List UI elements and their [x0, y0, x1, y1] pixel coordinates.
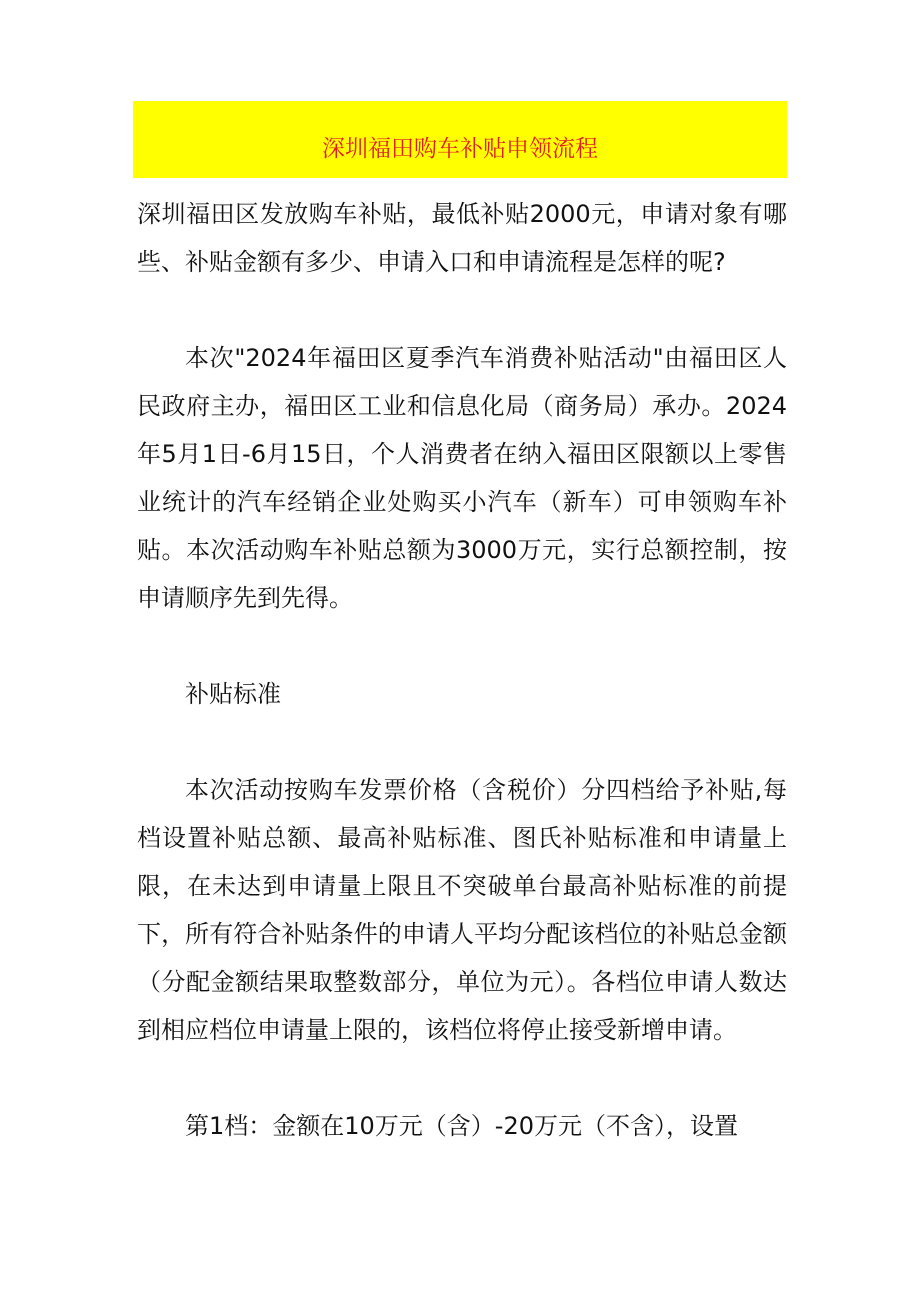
spacer	[137, 718, 787, 766]
tier-1-paragraph: 第1档：金额在10万元（含）-20万元（不含），设置	[185, 1112, 739, 1140]
section-heading: 补贴标准	[185, 680, 281, 708]
spacer	[137, 286, 787, 334]
document-body	[137, 190, 787, 1150]
intro-paragraph: 深圳福田区发放购车补贴，最低补贴2000元，申请对象有哪些、补贴金额有多少、申请入口和申请流程是怎样的呢?	[137, 200, 787, 276]
standard-paragraph: 本次活动按购车发票价格（含税价）分四档给予补贴,每档设置补贴总额、最高补贴标准、图氏补贴标准和申请量上限，在未达到申请量上限且不突破单台最高补贴标准的前提下，所有符合补贴条件的申请人平均分配该档位的补贴总金额（分配金额结果取整数部分，单位为元）。各档位申请人数达到相应档位申请量上限的，该档位将停止接受新增申请。	[137, 776, 787, 1044]
document-title: 深圳福田购车补贴申领流程	[322, 136, 598, 162]
spacer	[137, 1054, 787, 1102]
title-banner	[133, 101, 787, 178]
spacer	[137, 622, 787, 670]
activity-paragraph: 本次"2024年福田区夏季汽车消费补贴活动"由福田区人民政府主办，福田区工业和信息化局（商务局）承办。2024年5月1日-6月15日，个人消费者在纳入福田区限额以上零售业统计的汽车经销企业处购买小汽车（新车）可申领购车补贴。本次活动购车补贴总额为3000万元，实行总额控制，按申请顺序先到先得。	[137, 344, 787, 612]
